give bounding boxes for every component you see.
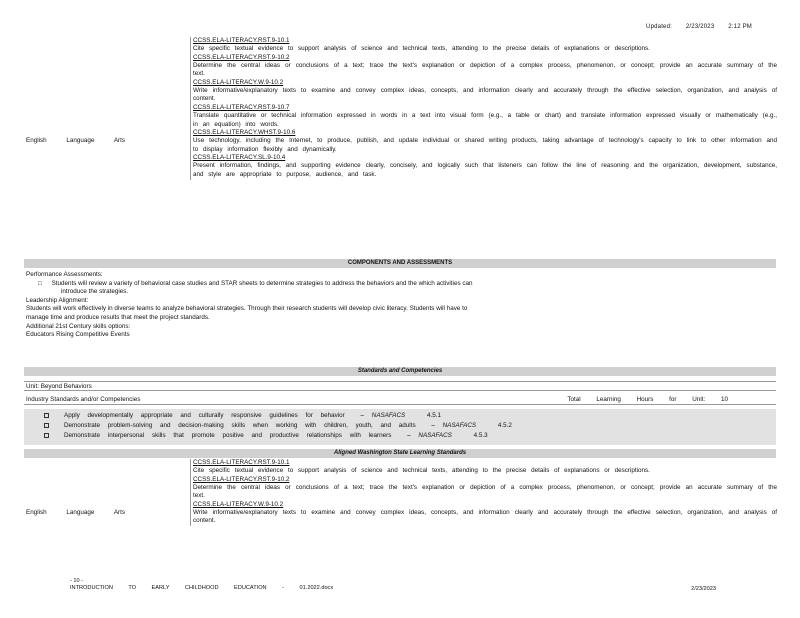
standard-item [193,54,777,79]
updated-time: 2:12 PM [728,24,752,30]
competency-text: Demonstrate interpersonal skills that promote positive and productive relationships with learners [64,432,392,439]
leadership-text: Students will work effectively in diverse teams to analyze behavioral strategies. Through their research students will develop civic literacy. Students will have to [26,305,468,313]
ela-standards-section [24,37,776,255]
checkbox-icon [44,413,49,418]
updated-label: Updated: [646,24,672,30]
standards-column [190,37,777,180]
competency-list [24,409,776,445]
checkbox-icon [44,433,49,438]
competency-code: 4.5.1 [427,412,442,419]
competency-code: 4.5.2 [497,422,512,429]
standards-competencies-band: Standards and Competencies [24,367,776,376]
standard-text: Cite specific textual evidence to support analysis of science and technical texts, attending to the precise details of explanations or descriptions. [193,45,650,52]
standard-text: Use technology, including the Internet, to produce, publish, and update individual or shared writing products, taking advantage of technology's capacity to link to other information and to display information flexibly and dynamically. [193,137,777,153]
industry-header-row [24,395,776,405]
standard-item [193,459,777,476]
standard-code: CCSS.ELA-LITERACY.WHST.9-10.6 [193,129,296,137]
subject-label: English Language Arts [26,137,126,144]
hours-cell [567,395,728,405]
competency-code: 4.5.3 [473,432,488,439]
standard-item [193,104,777,129]
standard-code: CCSS.ELA-LITERACY.W.9-10.2 [193,78,284,86]
competency-item [24,431,776,441]
unit-row: Unit: Beyond Behaviors [24,381,776,391]
standard-item [193,476,777,501]
standard-item [193,37,777,54]
standard-item [193,79,777,104]
additional-skills: Additional 21st Century skills options: [26,322,131,330]
page-number: - 10 - [70,578,84,584]
standard-code: CCSS.ELA-LITERACY.RST.9-10.2 [193,53,290,61]
standard-code: CCSS.ELA-LITERACY.RST.9-10.1 [193,459,290,466]
performance-text-cont: introduce the strategies. [61,288,129,296]
ela-standards-section-2 [24,459,776,567]
standard-code: CCSS.ELA-LITERACY.RST.9-10.2 [193,475,290,483]
aligned-standards-band: Aligned Washington State Learning Standards [24,449,776,458]
performance-label: Performance Assessments: [26,271,103,278]
standard-text: Write informative/explanatory texts to examine and convey complex ideas, concepts, and information clearly and accurately through the effective selection, organization, and analysis of content. [193,86,777,103]
competency-item [24,411,776,421]
competency-source: – NASAFACS [360,412,406,419]
standard-item [193,501,777,526]
standards-column [190,459,777,526]
subject-label: English Language Arts [26,509,126,516]
components-section [26,271,774,340]
footer-left [70,578,333,592]
standard-code: CCSS.ELA-LITERACY.RST.9-10.7 [193,103,290,111]
competency-source: – NASAFACS [431,422,477,429]
document-name: INTRODUCTION TO EARLY CHILDHOOD EDUCATION - 01.2022.docx [70,585,334,591]
performance-text: Students will review a variety of behavioral case studies and STAR sheets to determine strategies to address the behaviors and the which activities can [51,279,473,287]
standard-item [193,154,777,179]
standard-code: CCSS.ELA-LITERACY.W.9-10.2 [193,500,284,508]
standard-code: CCSS.ELA-LITERACY.SL.9-10.4 [193,154,286,162]
competency-text: Apply developmentally appropriate and culturally responsive guidelines for behavior [64,412,345,419]
standard-text: Cite specific textual evidence to support analysis of science and technical texts, attending to the precise details of explanations or descriptions. [193,467,650,474]
updated-date: 2/23/2023 [685,24,715,30]
performance-item [26,280,774,289]
checkbox-icon: □ [38,279,42,287]
hours-label: Total Learning Hours for Unit: [567,396,706,403]
educators-rising: Educators Rising Competitive Events [26,331,130,339]
competency-text: Demonstrate problem-solving and decision-making skills when working with children, youth, and adults [64,422,416,429]
leadership-text-cont: manage time and produce results that meet the project standards. [26,313,210,321]
standard-text: Present information, findings, and supporting evidence clearly, concisely, and logically such that listeners can follow the line of reasoning and the organization, development, substance, and style are appropriate to purpose, audience, and task. [193,162,777,178]
hours-value: 10 [720,396,728,403]
standard-item [193,129,777,154]
footer-date: 2/23/2023 [691,586,716,592]
standard-text: Determine the central ideas or conclusions of a text; trace the text's explanation or depiction of a complex process, phenomenon, or concept; provide an accurate summary of the text. [193,61,777,78]
industry-header: Industry Standards and/or Competencies [26,396,141,403]
updated-stamp [634,24,752,30]
checkbox-icon [44,423,49,428]
standard-text: Determine the central ideas or conclusions of a text; trace the text's explanation or depiction of a complex process, phenomenon, or concept; provide an accurate summary of the text. [193,483,777,500]
standard-code: CCSS.ELA-LITERACY.RST.9-10.1 [193,37,290,44]
leadership-label: Leadership Alignment: [26,296,89,304]
standard-text: Write informative/explanatory texts to examine and convey complex ideas, concepts, and information clearly and accurately through the effective selection, organization, and analysis of content. [193,508,777,525]
competency-item [24,421,776,431]
competency-source: – NASAFACS [407,432,452,439]
components-band: COMPONENTS AND ASSESSMENTS [24,259,776,268]
standard-text: Translate quantitative or technical information expressed in words in a text into visual form (e.g., a table or chart) and translate information expressed visually or mathematically (e.g., in an equation) into words. [193,111,777,128]
